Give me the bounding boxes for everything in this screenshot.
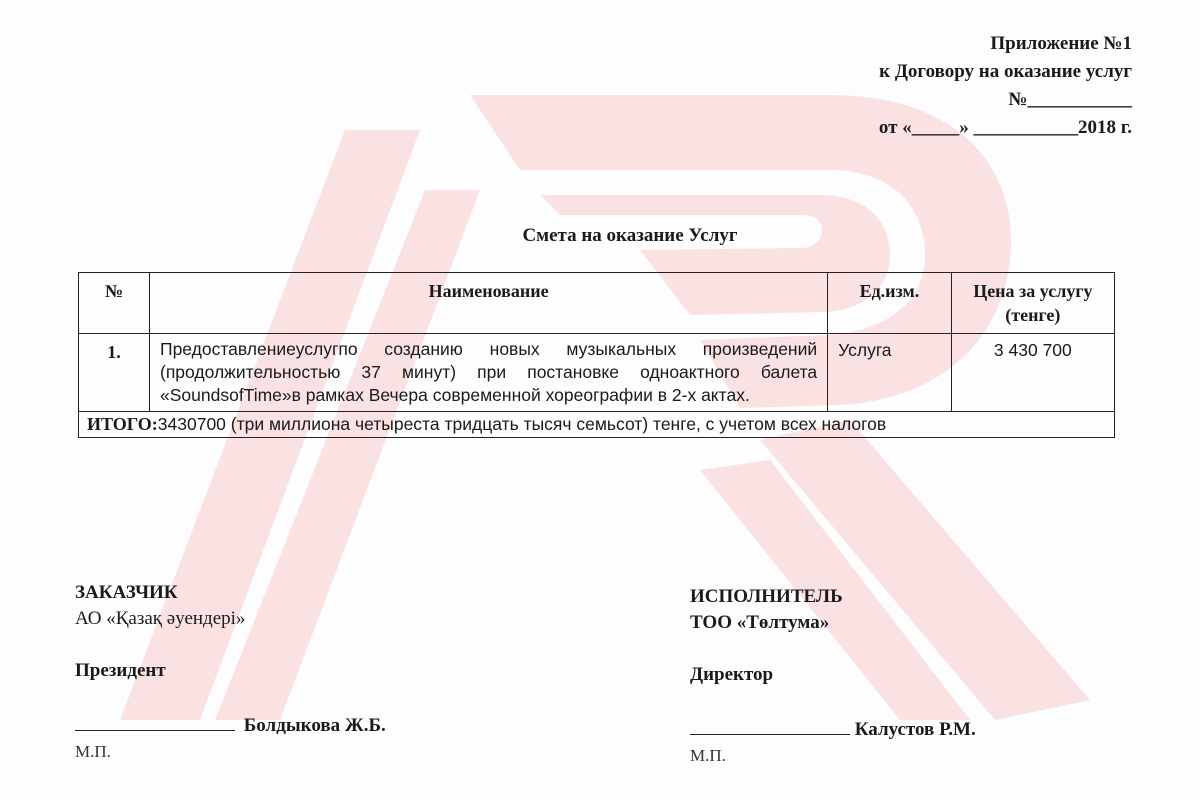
contractor-role: ИСПОЛНИТЕЛЬ — [690, 586, 843, 607]
row-number: 1. — [79, 334, 150, 412]
total-cell — [79, 412, 1115, 438]
contractor-org: ТОО «Төлтума» — [690, 612, 830, 633]
customer-stamp-mark: М.П. — [75, 742, 111, 761]
customer-signatory: Болдыкова Ж.Б. — [243, 715, 386, 736]
contract-date-line: от «_____» ___________2018 г. — [878, 117, 1132, 138]
contractor-block — [690, 584, 976, 769]
contractor-stamp-mark: М.П. — [690, 746, 726, 765]
column-header-number: № — [79, 273, 150, 334]
table-row — [79, 334, 1115, 412]
contractor-signatory: Калустов Р.М. — [854, 719, 976, 740]
contract-reference: к Договору на оказание услуг — [879, 61, 1132, 82]
customer-block — [75, 580, 386, 765]
service-price: 3 430 700 — [951, 334, 1114, 412]
unit-of-measure: Услуга — [828, 334, 952, 412]
column-header-name: Наименование — [150, 273, 828, 334]
contractor-signature-row — [690, 716, 976, 743]
total-amount-text: 3430700 (три миллиона четыреста тридцать тысяч семьсот) тенге, с учетом всех налогов — [157, 414, 887, 434]
total-row — [79, 412, 1115, 438]
total-label: ИТОГО: — [87, 414, 158, 434]
table-header-row — [79, 273, 1115, 334]
appendix-title: Приложение №1 — [990, 33, 1132, 54]
contractor-signature-line — [690, 716, 850, 735]
column-header-price: Цена за услугу (тенге) — [951, 273, 1114, 334]
customer-role: ЗАКАЗЧИК — [75, 582, 178, 603]
contractor-position: Директор — [690, 664, 774, 685]
service-description: Предоставлениеуслугпо созданию новых музыкальных произведений (продолжительностью 37 минут) при постановке одноактного балета «SoundsofTime»в рамках Вечера современной хореографии в 2-х актах. — [150, 334, 828, 412]
estimate-title: Смета на оказание Услуг — [522, 225, 738, 246]
customer-position: Президент — [75, 660, 166, 681]
customer-signature-line — [75, 712, 235, 731]
customer-org: АО «Қазақ әуендері» — [75, 608, 246, 629]
column-header-unit: Ед.изм. — [828, 273, 952, 334]
estimate-table — [78, 272, 1115, 438]
contract-number-line: №___________ — [1008, 89, 1132, 110]
appendix-header — [879, 30, 1132, 142]
customer-signature-row — [75, 712, 386, 739]
